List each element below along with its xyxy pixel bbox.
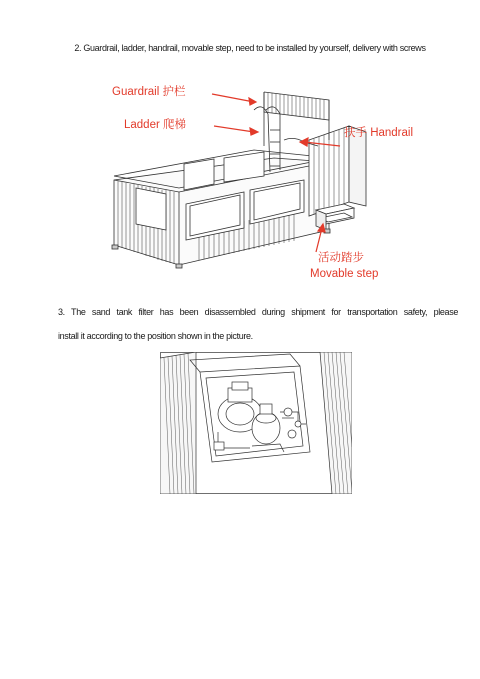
sand-tank-filter-diagram xyxy=(160,352,352,494)
callout-ladder: Ladder 爬梯 xyxy=(124,119,187,131)
step-2-instruction: 2. Guardrail, ladder, handrail, movable step, need to be installed by yourself, delivery with screws xyxy=(74,43,426,53)
step-3-instruction-line-1: 3. The sand tank filter has been disassembled during shipment for transportation safety, please xyxy=(58,307,458,317)
callout-movable-step-en: Movable step xyxy=(310,268,379,280)
callout-handrail: 扶手 Handrail xyxy=(344,127,414,139)
callout-movable-step-cn: 活动踏步 xyxy=(318,252,364,264)
callout-guardrail: Guardrail 护栏 xyxy=(112,86,186,98)
step-3-instruction-line-2: install it according to the position shown in the picture. xyxy=(58,331,253,341)
